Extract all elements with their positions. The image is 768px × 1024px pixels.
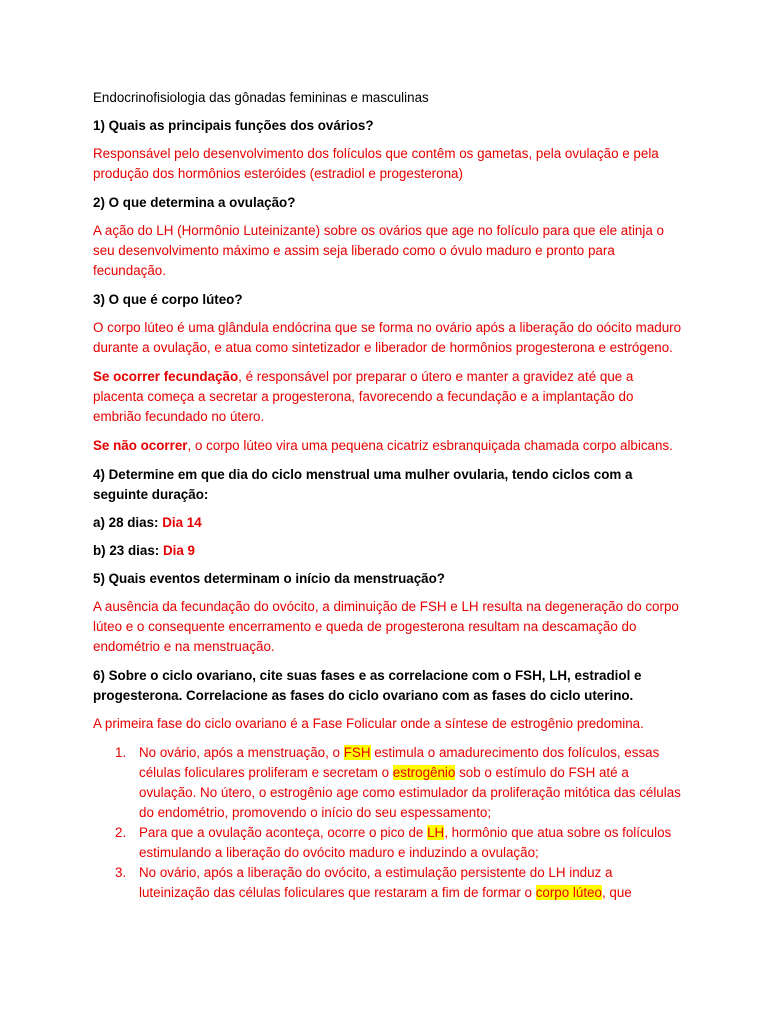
answer-3-fertilization: [93, 367, 683, 427]
list-item: [93, 743, 683, 823]
answer-1: Responsável pelo desenvolvimento dos folículos que contêm os gametas, pela ovulação e pela produção dos hormônios esteróides (estradiol e progesterona): [93, 146, 659, 181]
list-item-text: No ovário, após a menstruação, o: [139, 745, 344, 760]
question-4a-label: a) 28 dias:: [93, 515, 163, 530]
document-title: Endocrinofisiologia das gônadas femininas e masculinas: [93, 90, 429, 105]
list-item-text: Para que a ovulação aconteça, ocorre o pico de: [139, 825, 428, 840]
highlight-corpo-luteo: corpo lúteo: [535, 885, 602, 900]
list-item-text: , hormônio que atua sobre os folículos estimulando a liberação do ovócito maduro e induzindo a ovulação;: [139, 825, 672, 860]
question-5: 5) Quais eventos determinam o início da menstruação?: [93, 571, 445, 586]
list-item-text: No ovário, após a liberação do ovócito, a estimulação persistente do LH induz a luteinização das células foliculares que restaram a fim de formar o: [139, 865, 613, 900]
document-body: [93, 88, 683, 903]
question-3: 3) O que é corpo lúteo?: [93, 292, 243, 307]
question-4b-label: b) 23 dias:: [93, 543, 163, 558]
answer-6-intro: A primeira fase do ciclo ovariano é a Fase Folicular onde a síntese de estrogênio predomina.: [93, 716, 644, 731]
question-4a: [93, 513, 683, 533]
list-item: [93, 823, 683, 863]
answer-5: A ausência da fecundação do ovócito, a diminuição de FSH e LH resulta na degeneração do corpo lúteo e o consequente encerramento e queda de progesterona resultam na descamação do endométrio e na menstruação.: [93, 599, 679, 654]
list-item: [93, 863, 683, 903]
list-item-text: estimula o amadurecimento dos folículos, essas células foliculares proliferam e secretam o: [139, 745, 660, 780]
highlight-estrogenio: estrogênio: [392, 765, 456, 780]
question-4: 4) Determine em que dia do ciclo menstrual uma mulher ovularia, tendo ciclos com a seguinte duração:: [93, 467, 633, 502]
answer-3-no-fertilization-text: , o corpo lúteo vira uma pequena cicatriz esbranquiçada chamada corpo albicans.: [187, 438, 673, 453]
question-4a-answer: Dia 14: [162, 515, 202, 530]
answer-3-no-fertilization-lead: Se não ocorrer: [93, 438, 188, 453]
answer-3-fertilization-text: , é responsável por preparar o útero e manter a gravidez até que a placenta começa a secretar a progesterona, favorecendo a fecundação e a implantação do embrião fecundado no útero.: [93, 369, 634, 424]
question-2: 2) O que determina a ovulação?: [93, 195, 296, 210]
answer-3: O corpo lúteo é uma glândula endócrina que se forma no ovário após a liberação do oócito maduro durante a ovulação, e atua como sintetizador e liberador de hormônios progesterona e estrógeno.: [93, 320, 682, 355]
question-1: 1) Quais as principais funções dos ovários?: [93, 118, 374, 133]
list-item-text: , que: [601, 885, 632, 900]
list-item-number: 3.: [115, 865, 127, 880]
highlight-lh: LH: [427, 825, 445, 840]
question-6: 6) Sobre o ciclo ovariano, cite suas fases e as correlacione com o FSH, LH, estradiol e progesterona. Correlacione as fases do ciclo ovariano com as fases do ciclo uterino.: [93, 668, 642, 703]
ovarian-cycle-list: [93, 743, 683, 903]
answer-3-no-fertilization: [93, 436, 683, 456]
question-4b-answer: Dia 9: [162, 543, 195, 558]
answer-3-fertilization-lead: Se ocorrer fecundação: [93, 369, 239, 384]
highlight-fsh: FSH: [343, 745, 371, 760]
list-item-number: 1.: [115, 745, 127, 760]
answer-2: A ação do LH (Hormônio Luteinizante) sobre os ovários que age no folículo para que ele atinja o seu desenvolvimento máximo e assim seja liberado como o óvulo maduro e pronto para fecundação.: [93, 223, 664, 278]
list-item-text: sob o estímulo do FSH até a ovulação. No útero, o estrogênio age como estimulador da proliferação mitótica das células do endométrio, promovendo o início do seu espessamento;: [139, 765, 681, 820]
list-item-number: 2.: [115, 825, 127, 840]
question-4b: [93, 541, 683, 561]
